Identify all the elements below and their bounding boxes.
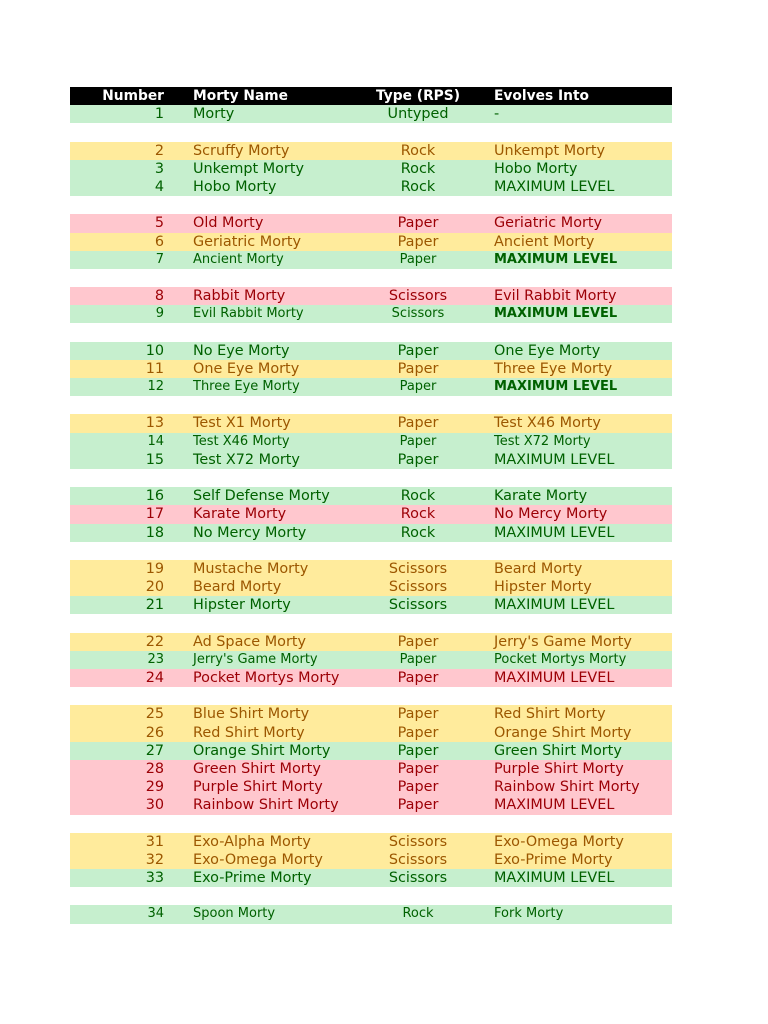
- table-row: [70, 833, 672, 851]
- table-row: [70, 633, 672, 651]
- cell-number: 33: [145, 870, 164, 887]
- cell-evolves-into: Red Shirt Morty: [494, 706, 606, 723]
- cell-morty-name: Test X1 Morty: [193, 415, 291, 432]
- cell-number: 18: [145, 524, 164, 541]
- cell-morty-name: Evil Rabbit Morty: [193, 306, 304, 322]
- cell-evolves-into: Test X72 Morty: [494, 433, 591, 449]
- cell-morty-name: Ancient Morty: [193, 251, 284, 267]
- cell-type: Paper: [397, 742, 439, 759]
- cell-number: 21: [145, 597, 164, 614]
- cell-evolves-into: Evil Rabbit Morty: [494, 288, 617, 305]
- morty-evolution-table: [70, 87, 672, 924]
- cell-number: 14: [147, 433, 164, 449]
- cell-type: Rock: [400, 160, 436, 177]
- cell-morty-name: Morty: [193, 106, 235, 123]
- cell-type: Scissors: [391, 306, 445, 322]
- cell-evolves-into: Fork Morty: [494, 906, 564, 922]
- table-row: [70, 251, 672, 269]
- spacer-row: [70, 815, 672, 833]
- table-row: [70, 524, 672, 542]
- cell-number: 29: [145, 779, 164, 796]
- cell-evolves-into: One Eye Morty: [494, 342, 601, 359]
- table-row: [70, 596, 672, 614]
- cell-type: Scissors: [388, 597, 448, 614]
- cell-number: 11: [145, 360, 164, 377]
- table-row: [70, 287, 672, 305]
- table-row: [70, 305, 672, 323]
- table-row: [70, 742, 672, 760]
- cell-evolves-into: MAXIMUM LEVEL: [494, 178, 615, 195]
- cell-number: 15: [145, 451, 164, 468]
- cell-morty-name: Hobo Morty: [193, 178, 277, 195]
- spacer-row: [70, 396, 672, 414]
- table-row: [70, 778, 672, 796]
- cell-number: 6: [154, 233, 164, 250]
- cell-morty-name: Beard Morty: [193, 579, 282, 596]
- cell-type: Rock: [400, 506, 436, 523]
- cell-type: Paper: [399, 379, 437, 394]
- table-row: [70, 160, 672, 178]
- cell-number: 30: [145, 797, 164, 814]
- cell-number: 19: [145, 560, 164, 577]
- spacer-row: [70, 887, 672, 905]
- spacer-row: [70, 687, 672, 705]
- cell-morty-name: Exo-Omega Morty: [193, 851, 323, 868]
- cell-evolves-into: Purple Shirt Morty: [494, 760, 624, 777]
- cell-morty-name: No Mercy Morty: [193, 524, 307, 541]
- cell-number: 34: [147, 906, 164, 922]
- cell-morty-name: Ad Space Morty: [193, 633, 307, 650]
- table-row: [70, 487, 672, 505]
- cell-type: Paper: [397, 415, 439, 432]
- cell-type: Paper: [397, 779, 439, 796]
- cell-evolves-into: MAXIMUM LEVEL: [494, 451, 615, 468]
- cell-morty-name: Test X72 Morty: [193, 451, 300, 468]
- cell-number: 22: [145, 633, 164, 650]
- cell-type: Paper: [399, 433, 437, 449]
- cell-morty-name: Scruffy Morty: [193, 142, 290, 159]
- table-row: [70, 905, 672, 923]
- cell-number: 32: [145, 851, 164, 868]
- cell-type: Rock: [400, 178, 436, 195]
- cell-number: 7: [155, 251, 164, 267]
- header-number: Number: [102, 88, 164, 104]
- cell-type: Rock: [400, 142, 436, 159]
- table-row: [70, 851, 672, 869]
- table-row: [70, 705, 672, 723]
- cell-evolves-into: No Mercy Morty: [494, 506, 608, 523]
- cell-morty-name: Mustache Morty: [193, 560, 309, 577]
- cell-number: 28: [145, 760, 164, 777]
- spacer-row: [70, 123, 672, 141]
- header-morty-name: Morty Name: [193, 88, 288, 104]
- cell-number: 26: [145, 724, 164, 741]
- cell-number: 25: [145, 706, 164, 723]
- cell-evolves-into: Karate Morty: [494, 488, 588, 505]
- cell-morty-name: Karate Morty: [193, 506, 287, 523]
- spacer-row: [70, 323, 672, 341]
- table-row: [70, 724, 672, 742]
- table-row: [70, 578, 672, 596]
- table-row: [70, 451, 672, 469]
- cell-number: 16: [145, 488, 164, 505]
- cell-number: 5: [154, 215, 164, 232]
- cell-evolves-into: Geriatric Morty: [494, 215, 603, 232]
- cell-number: 20: [145, 579, 164, 596]
- cell-type: Paper: [397, 360, 439, 377]
- cell-morty-name: Test X46 Morty: [193, 433, 290, 449]
- table-row: [70, 651, 672, 669]
- table-header-row: [70, 87, 672, 105]
- cell-evolves-into: MAXIMUM LEVEL: [494, 870, 615, 887]
- cell-type: Scissors: [388, 833, 448, 850]
- table-row: [70, 360, 672, 378]
- cell-evolves-into: Pocket Mortys Morty: [494, 651, 627, 667]
- cell-number: 1: [154, 106, 164, 123]
- cell-number: 17: [145, 506, 164, 523]
- cell-morty-name: Rainbow Shirt Morty: [193, 797, 339, 814]
- cell-number: 2: [154, 142, 164, 159]
- cell-morty-name: Spoon Morty: [193, 906, 276, 922]
- cell-evolves-into: Test X46 Morty: [494, 415, 601, 432]
- table-row: [70, 796, 672, 814]
- cell-morty-name: Geriatric Morty: [193, 233, 302, 250]
- table-row: [70, 233, 672, 251]
- cell-type: Paper: [397, 724, 439, 741]
- cell-evolves-into: Exo-Prime Morty: [494, 851, 613, 868]
- table-row: [70, 214, 672, 232]
- cell-evolves-into: MAXIMUM LEVEL: [494, 670, 615, 686]
- spacer-row: [70, 269, 672, 287]
- cell-morty-name: Blue Shirt Morty: [193, 706, 310, 723]
- cell-type: Scissors: [388, 560, 448, 577]
- cell-morty-name: Green Shirt Morty: [193, 760, 321, 777]
- cell-evolves-into: Ancient Morty: [494, 233, 595, 250]
- cell-morty-name: Unkempt Morty: [193, 160, 304, 177]
- cell-number: 10: [145, 342, 164, 359]
- cell-evolves-into: -: [494, 106, 500, 123]
- cell-number: 3: [154, 160, 164, 177]
- table-row: [70, 342, 672, 360]
- cell-evolves-into: MAXIMUM LEVEL: [494, 524, 615, 541]
- cell-evolves-into: Orange Shirt Morty: [494, 724, 632, 741]
- cell-evolves-into: Hobo Morty: [494, 160, 578, 177]
- cell-evolves-into: Green Shirt Morty: [494, 742, 622, 759]
- cell-type: Untyped: [387, 106, 449, 123]
- cell-evolves-into: Rainbow Shirt Morty: [494, 779, 640, 796]
- cell-type: Paper: [399, 651, 437, 667]
- cell-type: Scissors: [388, 851, 448, 868]
- cell-type: Paper: [399, 251, 437, 267]
- cell-type: Paper: [397, 215, 439, 232]
- cell-evolves-into: Beard Morty: [494, 560, 583, 577]
- cell-evolves-into: MAXIMUM LEVEL: [494, 597, 615, 614]
- table-row: [70, 760, 672, 778]
- cell-type: Paper: [397, 451, 439, 468]
- cell-type: Paper: [397, 797, 439, 814]
- cell-number: 27: [145, 742, 164, 759]
- cell-type: Paper: [397, 670, 439, 686]
- cell-evolves-into: MAXIMUM LEVEL: [494, 797, 615, 814]
- cell-number: 13: [145, 415, 164, 432]
- cell-type: Scissors: [388, 288, 448, 305]
- cell-morty-name: Exo-Prime Morty: [193, 870, 312, 887]
- table-row: [70, 378, 672, 396]
- cell-type: Paper: [397, 706, 439, 723]
- table-row: [70, 669, 672, 687]
- cell-morty-name: Old Morty: [193, 215, 264, 232]
- spacer-row: [70, 469, 672, 487]
- cell-type: Paper: [397, 760, 439, 777]
- cell-number: 23: [147, 651, 164, 667]
- table-row: [70, 433, 672, 451]
- table-body: [70, 105, 672, 923]
- cell-morty-name: No Eye Morty: [193, 342, 290, 359]
- table-row: [70, 414, 672, 432]
- table-row: [70, 869, 672, 887]
- cell-evolves-into: MAXIMUM LEVEL: [494, 251, 618, 267]
- cell-evolves-into: Exo-Omega Morty: [494, 833, 624, 850]
- cell-evolves-into: Unkempt Morty: [494, 142, 605, 159]
- cell-morty-name: Three Eye Morty: [193, 379, 300, 394]
- cell-type: Paper: [397, 342, 439, 359]
- cell-morty-name: Orange Shirt Morty: [193, 742, 331, 759]
- cell-type: Paper: [397, 633, 439, 650]
- cell-evolves-into: MAXIMUM LEVEL: [494, 306, 618, 322]
- cell-type: Rock: [402, 906, 434, 922]
- table-row: [70, 105, 672, 123]
- cell-number: 8: [154, 288, 164, 305]
- cell-morty-name: Hipster Morty: [193, 597, 291, 614]
- cell-evolves-into: Three Eye Morty: [494, 360, 613, 377]
- cell-number: 12: [147, 379, 164, 394]
- cell-type: Paper: [397, 233, 439, 250]
- cell-morty-name: Jerry's Game Morty: [193, 651, 318, 667]
- cell-number: 9: [155, 306, 164, 322]
- cell-morty-name: One Eye Morty: [193, 360, 300, 377]
- cell-evolves-into: Hipster Morty: [494, 579, 592, 596]
- cell-morty-name: Purple Shirt Morty: [193, 779, 323, 796]
- cell-evolves-into: MAXIMUM LEVEL: [494, 379, 618, 394]
- spacer-row: [70, 196, 672, 214]
- cell-type: Scissors: [388, 870, 448, 887]
- cell-number: 4: [154, 178, 164, 195]
- spacer-row: [70, 542, 672, 560]
- spacer-row: [70, 614, 672, 632]
- table-row: [70, 142, 672, 160]
- header-evolves-into: Evolves Into: [494, 88, 590, 104]
- cell-morty-name: Exo-Alpha Morty: [193, 833, 311, 850]
- table-row: [70, 178, 672, 196]
- header-type: Type (RPS): [375, 88, 461, 104]
- cell-morty-name: Rabbit Morty: [193, 288, 286, 305]
- cell-morty-name: Pocket Mortys Morty: [193, 670, 340, 686]
- cell-type: Rock: [400, 488, 436, 505]
- cell-morty-name: Red Shirt Morty: [193, 724, 305, 741]
- cell-morty-name: Self Defense Morty: [193, 488, 330, 505]
- cell-type: Scissors: [388, 579, 448, 596]
- cell-number: 24: [145, 670, 164, 686]
- cell-number: 31: [145, 833, 164, 850]
- cell-evolves-into: Jerry's Game Morty: [494, 633, 632, 650]
- table-row: [70, 560, 672, 578]
- cell-type: Rock: [400, 524, 436, 541]
- table-row: [70, 505, 672, 523]
